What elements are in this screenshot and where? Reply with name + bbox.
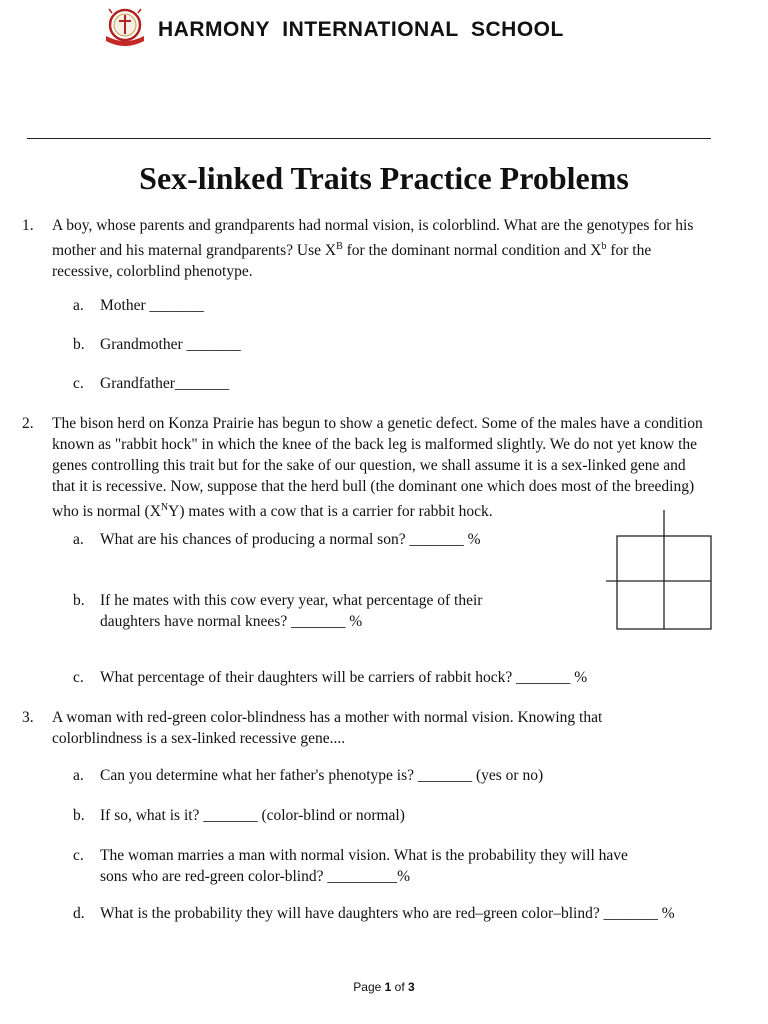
question-3-part-d: d. What is the probability they will have daughters who are red–green color–blind? _______ % bbox=[73, 905, 675, 922]
question-1-part-b: b. Grandmother _______ bbox=[73, 336, 241, 353]
current-page-number: 1 bbox=[384, 980, 392, 994]
question-1-part-c: c. Grandfather_______ bbox=[73, 375, 230, 392]
school-crest-icon bbox=[100, 6, 150, 48]
question-2 bbox=[22, 413, 712, 522]
header-divider bbox=[27, 138, 711, 139]
question-1 bbox=[22, 215, 712, 282]
question-number: 2. bbox=[22, 415, 34, 432]
question-3-part-a: a. Can you determine what her father's phenotype is? _______ (yes or no) bbox=[73, 767, 544, 784]
page-footer bbox=[0, 980, 768, 994]
school-header bbox=[100, 6, 564, 48]
question-text: A woman with red-green color-blindness has a mother with normal vision. Knowing that colorblindness is a sex-linked recessive gene.... bbox=[52, 709, 603, 747]
of-word: of bbox=[394, 980, 405, 994]
total-page-number: 3 bbox=[408, 980, 415, 994]
question-3-part-b: b. If so, what is it? _______ (color-blind or normal) bbox=[73, 807, 405, 824]
question-2-part-a: a. What are his chances of producing a normal son? _______ % bbox=[73, 531, 481, 548]
question-number: 1. bbox=[22, 217, 34, 234]
question-2-part-b: b. If he mates with this cow every year, what percentage of their daughters have normal knees? _______ % bbox=[73, 592, 483, 630]
school-name: HARMONY INTERNATIONAL SCHOOL bbox=[158, 18, 564, 41]
page-word: Page bbox=[353, 980, 382, 994]
punnett-square bbox=[606, 510, 712, 630]
page-title: Sex-linked Traits Practice Problems bbox=[139, 160, 629, 196]
question-3-part-c: c. The woman marries a man with normal vision. What is the probability they will have sons who are red-green color-blind? _________% bbox=[73, 847, 628, 885]
question-number: 3. bbox=[22, 709, 34, 726]
question-1-part-a: a. Mother _______ bbox=[73, 297, 204, 314]
question-3 bbox=[22, 707, 712, 749]
question-text: The bison herd on Konza Prairie has begun to show a genetic defect. Some of the males have a condition known as "rabbit hock" in which the knee of the back leg is malformed slightly. We do not yet know the genes controlling this trait but for the sake of our question, we shall assume it is a sex-linked gene and that it is recessive. Now, suppose that the herd bull (the dominant one which does most of the breeding) who is normal $(X^NY)$ mates with a cow that is a carrier for rabbit hock. bbox=[52, 415, 703, 521]
question-2-part-c: c. What percentage of their daughters will be carriers of rabbit hock? _______ % bbox=[73, 669, 588, 686]
question-text: A boy, whose parents and grandparents had normal vision, is colorblind. What are the genotypes for his mother and his maternal grandparents? Use $X^B$ for the dominant normal condition and $X^b$ for the recessive, colorblind phenotype. bbox=[52, 217, 694, 281]
